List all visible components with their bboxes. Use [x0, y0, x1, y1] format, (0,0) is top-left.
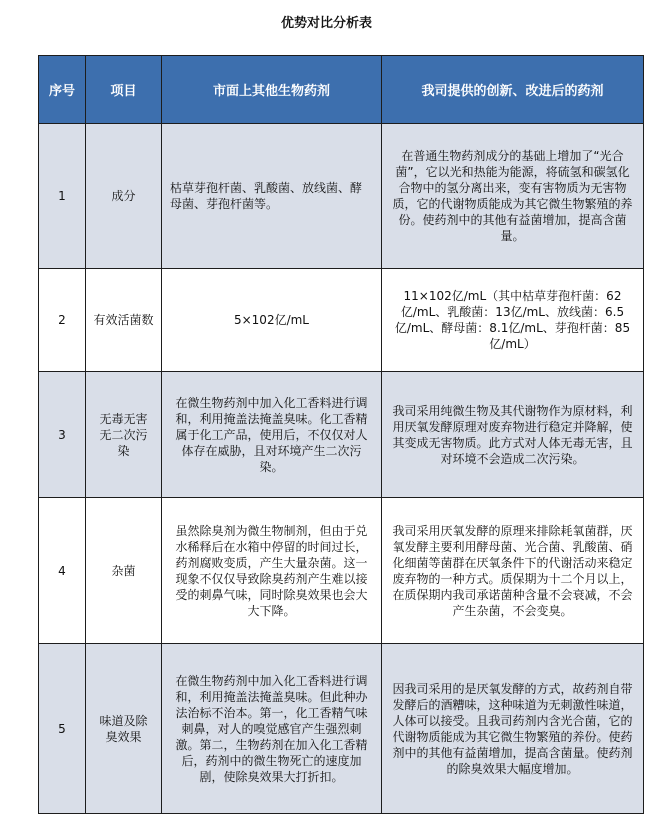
row-market-text: 5×102亿/mL: [233, 313, 309, 327]
row-ours-cell: [382, 644, 644, 814]
table-row: [39, 644, 644, 814]
row-item-text: 味道及除臭效果: [99, 713, 148, 744]
row-market-cell: [162, 644, 382, 814]
header-no: 序号: [39, 56, 86, 124]
row-market-cell: [162, 269, 382, 372]
row-ours-text: 我司采用厌氧发酵的原理来排除耗氧菌群，厌氧发酵主要利用酵母菌、光合菌、乳酸菌、硝化细菌等菌群在厌氧条件下的代谢活动来稳定废弃物的一种方式。质保期为十二个月以上，在质保期内我司承诺菌种含量不会衰减，不会产生杂菌，不会变臭。: [392, 523, 633, 618]
row-ours-cell: [382, 372, 644, 498]
row-item: 成分: [86, 124, 162, 269]
row-market-cell: [162, 372, 382, 498]
row-item-text: 无毒无害无二次污染: [99, 411, 148, 458]
row-ours-text: 因我司采用的是厌氧发酵的方式，故药剂自带发酵后的酒糟味，这种味道为无刺激性味道，人体可以接受。且我司药剂内含光合菌，它的代谢物质能成为其它微生物繁殖的养份。使药剂中的其他有益菌增加，提高含菌量。使药剂的除臭效果大幅度增加。: [392, 681, 633, 776]
table-header-row: [39, 56, 644, 124]
row-number: 3: [39, 372, 86, 498]
table-row: [39, 498, 644, 644]
row-item: 杂菌: [86, 498, 162, 644]
row-market-text: 虽然除臭剂为微生物制剂，但由于兑水稀释后在水箱中停留的时间过长，药剂腐败变质，产生大量杂菌。这一现象不仅仅导致除臭药剂产生难以接受的刺鼻气味，同时除臭效果也会大大下降。: [175, 523, 368, 618]
table-row: [39, 372, 644, 498]
row-market-cell: [162, 124, 382, 269]
row-market-text: 在微生物药剂中加入化工香料进行调和，利用掩盖法掩盖臭味。但此种办法治标不治本。第一，化工香精气味刺鼻，对人的嗅觉感官产生强烈刺激。第二，生物药剂在加入化工香精后，药剂中的微生物死亡的速度加剧，使除臭效果大打折扣。: [175, 673, 368, 784]
row-market-text: 在微生物药剂中加入化工香料进行调和，利用掩盖法掩盖臭味。化工香精属于化工产品，使用后，不仅仅对人体存在威胁，且对环境产生二次污染。: [175, 395, 368, 474]
row-market-cell: [162, 498, 382, 644]
row-number: 5: [39, 644, 86, 814]
table-row: [39, 269, 644, 372]
row-ours-text: 11×102亿/mL（其中枯草芽孢杆菌：62亿/mL、乳酸菌：13亿/mL、放线菌：6.5亿/mL、酵母菌：8.1亿/mL、芽孢杆菌：85亿/mL）: [394, 289, 631, 351]
row-ours-cell: [382, 498, 644, 644]
header-market: 市面上其他生物药剂: [162, 56, 382, 124]
row-ours-cell: [382, 124, 644, 269]
comparison-table: [38, 55, 644, 814]
row-number: 2: [39, 269, 86, 372]
row-ours-cell: [382, 269, 644, 372]
document-title: 优势对比分析表: [280, 16, 372, 31]
row-market-text: 枯草芽孢杆菌、乳酸菌、放线菌、酵母菌、芽孢杆菌等。: [170, 181, 363, 211]
header-item: 项目: [86, 56, 162, 124]
row-number: 4: [39, 498, 86, 644]
row-ours-text: 我司采用纯微生物及其代谢物作为原材料，利用厌氧发酵原理对废弃物进行稳定并降解，使其变成无害物质。此方式对人体无毒无害，且对环境不会造成二次污染。: [392, 403, 633, 466]
row-ours-text: 在普通生物药剂成分的基础上增加了“光合菌”，它以光和热能为能源，将硫氢和碳氢化合物中的氢分离出来，变有害物质为无害物质，它的代谢物质能成为其它微生物繁殖的养份。使药剂中的其他有益菌增加，提高含菌量。: [392, 149, 633, 243]
row-item: [86, 372, 162, 498]
row-number: 1: [39, 124, 86, 269]
row-item: [86, 644, 162, 814]
table-row: [39, 124, 644, 269]
header-ours: 我司提供的创新、改进后的药剂: [382, 56, 644, 124]
row-item: 有效活菌数: [86, 269, 162, 372]
